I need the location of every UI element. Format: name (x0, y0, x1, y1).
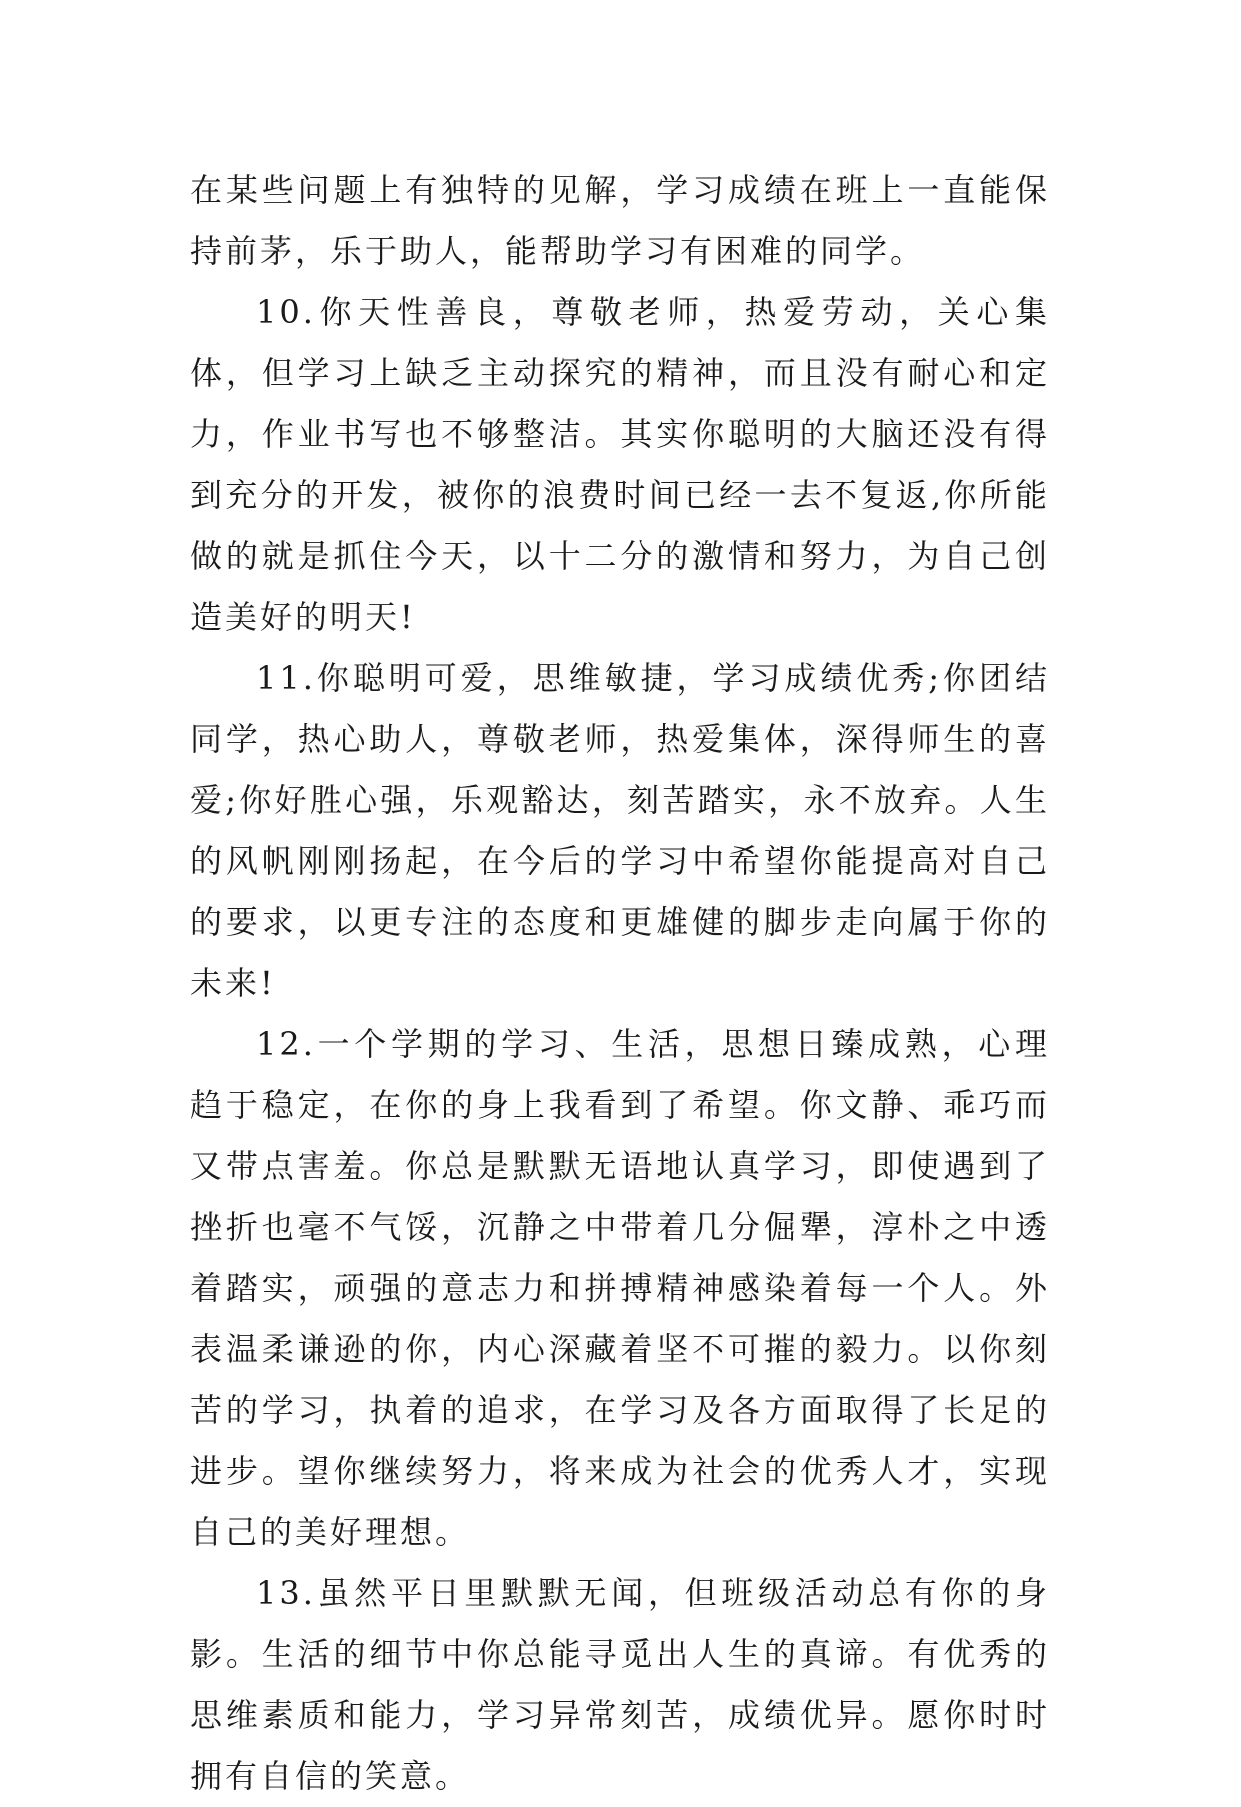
paragraph-continuation: 在某些问题上有独特的见解，学习成绩在班上一直能保持前茅，乐于助人，能帮助学习有困难的同学。 (190, 171, 1050, 270)
paragraph-comment-10: 10.你天性善良，尊敬老师，热爱劳动，关心集体，但学习上缺乏主动探究的精神，而且没有耐心和定力，作业书写也不够整洁。其实你聪明的大脑还没有得到充分的开发，被你的浪费时间已经一去不复返,你所能做的就是抓住今天，以十二分的激情和努力，为自己创造美好的明天! (190, 293, 1050, 636)
document-body (190, 160, 1050, 1807)
paragraph-comment-11: 11.你聪明可爱，思维敏捷，学习成绩优秀;你团结同学，热心助人，尊敬老师，热爱集体，深得师生的喜爱;你好胜心强，乐观豁达，刻苦踏实，永不放弃。人生的风帆刚刚扬起，在今后的学习中希望你能提高对自己的要求，以更专注的态度和更雄健的脚步走向属于你的未来! (190, 659, 1050, 1002)
paragraph-comment-13: 13.虽然平日里默默无闻，但班级活动总有你的身影。生活的细节中你总能寻觅出人生的真谛。有优秀的思维素质和能力，学习异常刻苦，成绩优异。愿你时时拥有自信的笑意。 (190, 1574, 1050, 1795)
paragraph-comment-12: 12.一个学期的学习、生活，思想日臻成熟，心理趋于稳定，在你的身上我看到了希望。你文静、乖巧而又带点害羞。你总是默默无语地认真学习，即使遇到了挫折也毫不气馁，沉静之中带着几分倔犟，淳朴之中透着踏实，顽强的意志力和拼搏精神感染着每一个人。外表温柔谦逊的你，内心深藏着坚不可摧的毅力。以你刻苦的学习，执着的追求，在学习及各方面取得了长足的进步。望你继续努力，将来成为社会的优秀人才，实现自己的美好理想。 (190, 1025, 1050, 1551)
